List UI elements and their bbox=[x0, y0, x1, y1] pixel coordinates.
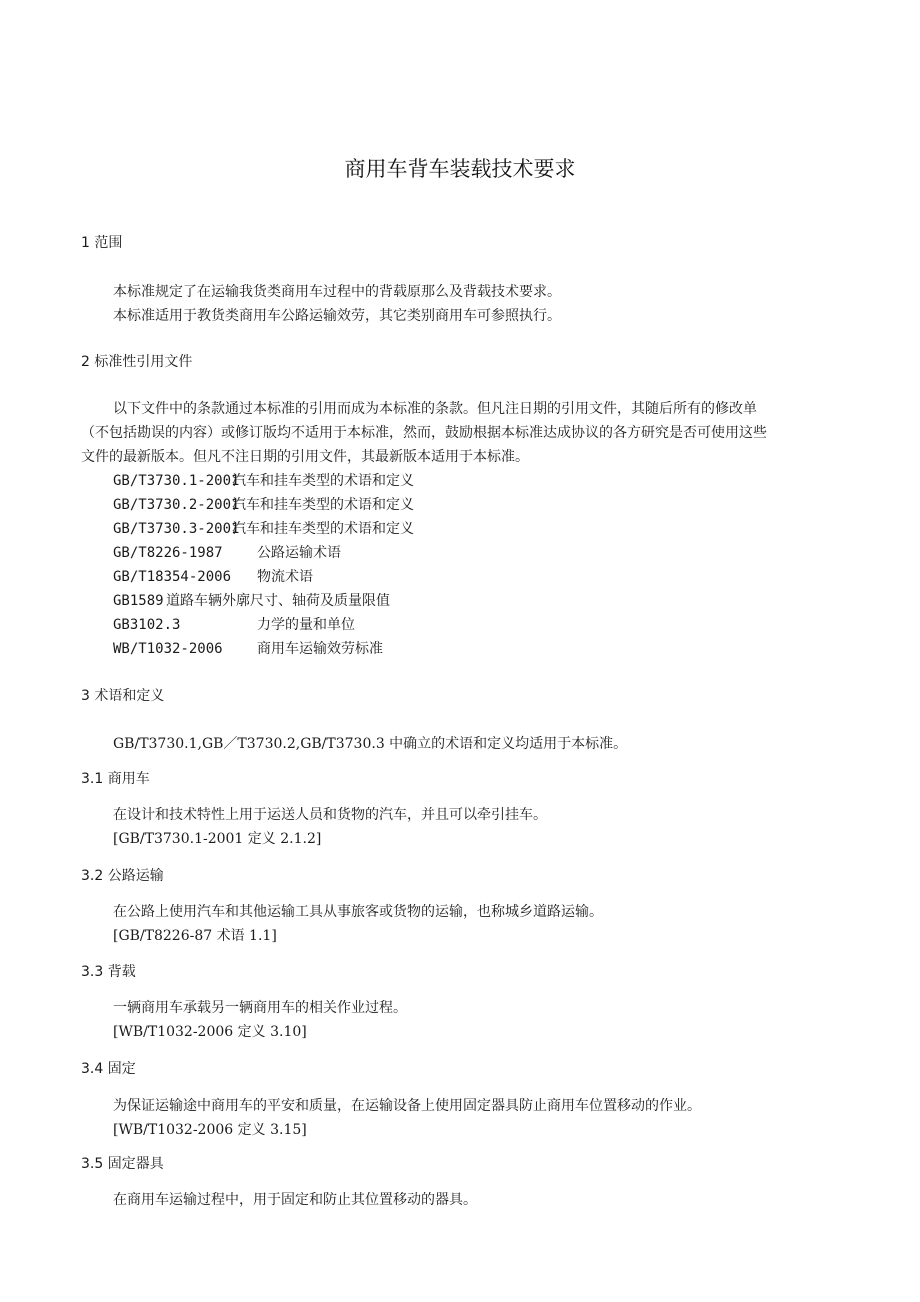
paragraph-line: 本标准规定了在运输我货类商用车过程中的背载原那么及背载技术要求。 bbox=[113, 284, 561, 300]
reference-name: 商用车运输效劳标准 bbox=[257, 641, 383, 657]
reference-name: 力学的量和单位 bbox=[257, 617, 355, 633]
reference-name: 汽车和挂车类型的术语和定义 bbox=[232, 497, 414, 513]
term-reference: [WB/T1032-2006 定义 3.10] bbox=[113, 1024, 307, 1040]
reference-code: WB/T1032-2006 bbox=[113, 641, 223, 657]
term-definition: 在设计和技术特性上用于运送人员和货物的汽车，并且可以牵引挂车。 bbox=[113, 807, 547, 823]
section-heading-normative-references: 2 标准性引用文件 bbox=[81, 354, 193, 370]
section-heading-terms-definitions: 3 术语和定义 bbox=[81, 688, 165, 704]
term-definition: 为保证运输途中商用车的平安和质量，在运输设备上使用固定器具防止商用车位置移动的作业。 bbox=[113, 1098, 701, 1114]
term-heading: 3.4 固定 bbox=[81, 1061, 136, 1077]
reference-code: GB/T3730.1-2001 bbox=[113, 473, 240, 489]
term-reference: [GB/T3730.1-2001 定义 2.1.2] bbox=[113, 831, 322, 847]
paragraph-line: 以下文件中的条款通过本标准的引用而成为本标准的条款。但凡注日期的引用文件，其随后所有的修改单 bbox=[113, 401, 757, 417]
term-heading: 3.3 背载 bbox=[81, 964, 136, 980]
reference-name: 道路车辆外廓尺寸、轴荷及质量限值 bbox=[166, 593, 390, 609]
reference-code: GB3102.3 bbox=[113, 617, 181, 633]
reference-code: GB1589 bbox=[113, 593, 164, 609]
reference-name: 汽车和挂车类型的术语和定义 bbox=[232, 473, 414, 489]
term-definition: 在商用车运输过程中，用于固定和防止其位置移动的器具。 bbox=[113, 1192, 477, 1208]
term-heading: 3.1 商用车 bbox=[81, 771, 150, 787]
term-definition: 在公路上使用汽车和其他运输工具从事旅客或货物的运输，也称城乡道路运输。 bbox=[113, 904, 603, 920]
term-definition: 一辆商用车承载另一辆商用车的相关作业过程。 bbox=[113, 1000, 407, 1016]
paragraph-line: 文件的最新版本。但凡不注日期的引用文件，其最新版本适用于本标准。 bbox=[81, 449, 529, 465]
reference-code: GB/T3730.2-2001 bbox=[113, 497, 240, 513]
paragraph-line: GB/T3730.1,GB／T3730.2,GB/T3730.3 中确立的术语和定义均适用于本标准。 bbox=[113, 736, 628, 752]
section-heading-scope: 1 范围 bbox=[81, 235, 123, 251]
paragraph-line: 本标准适用于教货类商用车公路运输效劳，其它类别商用车可参照执行。 bbox=[113, 308, 561, 324]
term-heading: 3.5 固定器具 bbox=[81, 1156, 164, 1172]
reference-name: 汽车和挂车类型的术语和定义 bbox=[232, 521, 414, 537]
paragraph-line: （不包括勘误的内容）或修订版均不适用于本标准，然而，鼓励根据本标准达成协议的各方研究是否可使用这些 bbox=[81, 425, 767, 441]
reference-code: GB/T18354-2006 bbox=[113, 569, 232, 585]
reference-code: GB/T8226-1987 bbox=[113, 545, 223, 561]
reference-code: GB/T3730.3-2001 bbox=[113, 521, 240, 537]
reference-name: 物流术语 bbox=[257, 569, 313, 585]
term-heading: 3.2 公路运输 bbox=[81, 868, 164, 884]
document-title: 商用车背车装载技术要求 bbox=[344, 157, 576, 181]
term-reference: [GB/T8226-87 术语 1.1] bbox=[113, 928, 277, 944]
term-reference: [WB/T1032-2006 定义 3.15] bbox=[113, 1122, 307, 1138]
reference-name: 公路运输术语 bbox=[257, 545, 341, 561]
